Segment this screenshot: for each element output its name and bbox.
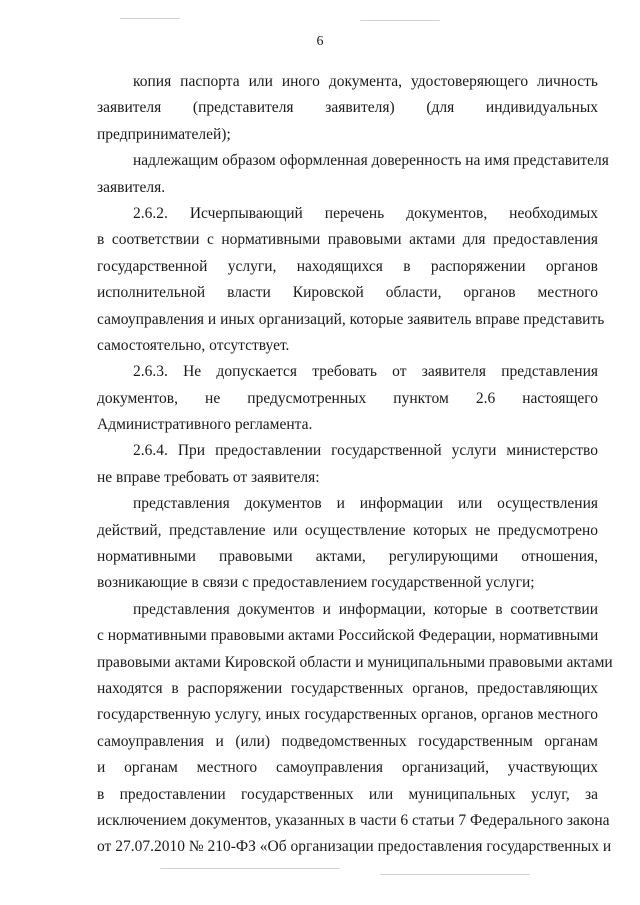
text-line: в соответствии с нормативными правовыми актами для предоставления <box>97 231 598 249</box>
text-line: заявителя (представителя заявителя) (для индивидуальных <box>97 99 598 117</box>
scan-artifact <box>120 18 180 19</box>
text-line: и органам местного самоуправления организаций, участвующих <box>97 759 598 777</box>
text-line: с нормативными правовыми актами Российской Федерации, нормативными <box>97 627 599 645</box>
text-line: от 27.07.2010 № 210-ФЗ «Об организации предоставления государственных и <box>97 838 612 856</box>
page-number: 6 <box>316 34 324 49</box>
text-line: копия паспорта или иного документа, удостоверяющего личность <box>133 73 598 90</box>
scan-artifact <box>160 868 340 869</box>
text-line: надлежащим образом оформленная доверенность на имя представителя <box>133 152 609 170</box>
scan-artifact <box>380 874 530 875</box>
text-line: исключением документов, указанных в части 6 статьи 7 Федерального закона <box>97 811 610 829</box>
text-line: заявителя. <box>97 178 166 196</box>
text-line: не вправе требовать от заявителя: <box>97 468 320 486</box>
text-line: нормативными правовыми актами, регулирующими отношения, <box>97 548 598 566</box>
text-line: Административного регламента. <box>97 416 313 434</box>
text-line: исполнительной власти Кировской области, органов местного <box>97 284 598 302</box>
text-line: самоуправления и (или) подведомственных государственным органам <box>97 732 598 750</box>
text-line: 2.6.2. Исчерпывающий перечень документов, необходимых <box>133 204 598 222</box>
text-line: в предоставлении государственных или муниципальных услуг, за <box>97 785 598 803</box>
text-line: государственной услуги, находящихся в распоряжении органов <box>97 257 598 275</box>
text-line: 2.6.4. При предоставлении государственной услуги министерство <box>133 442 598 460</box>
document-body <box>97 69 613 861</box>
text-line: самоуправления и иных организаций, которые заявитель вправе представить <box>97 310 605 328</box>
text-line: действий, представление или осуществление которых не предусмотрено <box>97 521 598 539</box>
text-line: представления документов и информации, которые в соответствии <box>133 600 598 618</box>
text-line: государственную услугу, иных государственных органов, органов местного <box>97 706 598 724</box>
text-line: возникающие в связи с предоставлением государственной услуги; <box>97 574 535 592</box>
text-line: представления документов и информации или осуществления <box>133 495 598 513</box>
text-line: самостоятельно, отсутствует. <box>97 336 290 354</box>
text-line: предпринимателей); <box>97 125 231 143</box>
scan-artifact <box>360 20 440 21</box>
text-line: документов, не предусмотренных пунктом 2.6 настоящего <box>97 389 598 407</box>
text-line: 2.6.3. Не допускается требовать от заявителя представления <box>133 363 598 381</box>
text-line: правовыми актами Кировской области и муниципальными правовыми актами <box>97 653 613 671</box>
text-line: находятся в распоряжении государственных органов, предоставляющих <box>97 679 598 697</box>
